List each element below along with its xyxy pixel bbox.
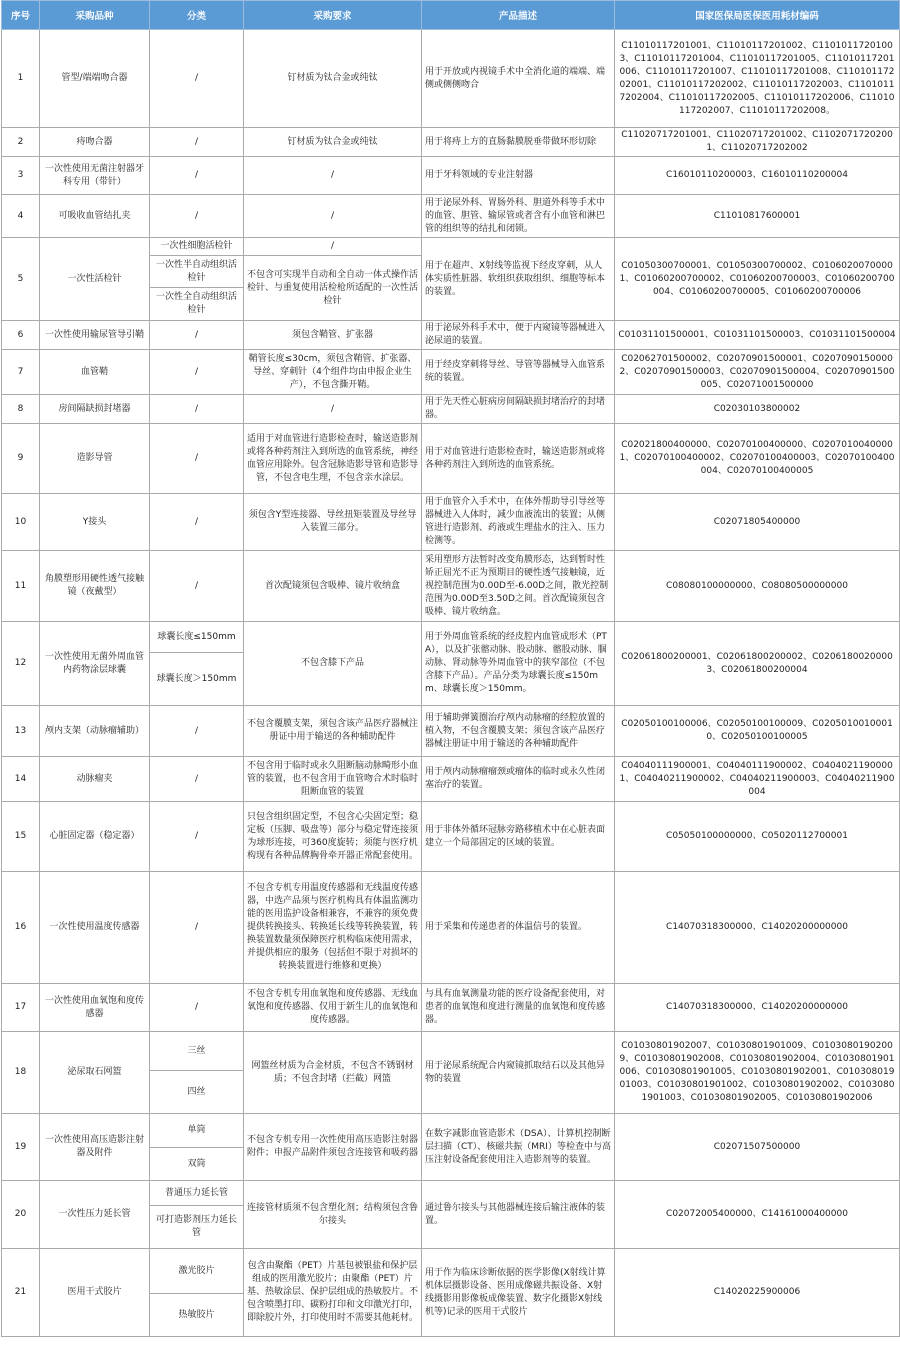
category-cell: / bbox=[150, 321, 244, 350]
code-cell: C08080100000000、C08080500000000 bbox=[615, 551, 900, 622]
requirement-cell: 不包含用于临时或永久阻断脑动脉畸形小血管的装置，也不包含用于血管吻合术时临时阻断血管的装置 bbox=[244, 757, 422, 802]
description-cell: 通过鲁尔接头与其他器械连接后输注液体的装置。 bbox=[422, 1181, 615, 1249]
row-number: 16 bbox=[2, 872, 40, 984]
description-cell: 用于对血管进行造影检查时，输送造影剂或将各种药剂注入到所选的血管系统。 bbox=[422, 424, 615, 494]
table-row bbox=[2, 1181, 900, 1206]
table-row bbox=[2, 1249, 900, 1294]
description-cell: 用于经皮穿刺将导丝、导管等器械导入血管系统的装置。 bbox=[422, 350, 615, 395]
procurement-table bbox=[1, 0, 900, 1337]
requirement-cell: / bbox=[244, 238, 422, 256]
row-number: 6 bbox=[2, 321, 40, 350]
code-cell: C01050300700001、C01050300700002、C01060200700001、C01060200700002、C01060200700003、C01060200700004、C01060200700005、C01060200700006 bbox=[615, 238, 900, 321]
category-cell: / bbox=[150, 872, 244, 984]
category-cell: 三丝 bbox=[150, 1032, 244, 1071]
description-cell: 用于泌尿系统配合内窥镜抓取结石以及其他异物的装置 bbox=[422, 1032, 615, 1114]
category-cell: / bbox=[150, 757, 244, 802]
row-number: 14 bbox=[2, 757, 40, 802]
row-number: 12 bbox=[2, 622, 40, 706]
category-cell: / bbox=[150, 30, 244, 128]
code-cell: C11010117201001、C11010117201002、C11010117201003、C11010117201004、C11010117201005、C11010117201006、C11010117201007、C11010117201008、C11010117202001、C11010117202002、C11010117202003、C11010117202004、C11010117202005、C11010117202006、C11010117202007、C11010117202008。 bbox=[615, 30, 900, 128]
category-cell: / bbox=[150, 706, 244, 757]
header-item: 采购品种 bbox=[40, 1, 150, 30]
code-cell: C04040111900001、C04040111900002、C04040211900001、C04040211900002、C04040211900003、C04040211900004 bbox=[615, 757, 900, 802]
requirement-cell: 不包含覆膜支架，须包含该产品医疗器械注册证中用于输送的各种辅助配件 bbox=[244, 706, 422, 757]
row-number: 2 bbox=[2, 128, 40, 157]
row-number: 7 bbox=[2, 350, 40, 395]
description-cell: 用于将痔上方的直肠黏膜脱垂带做环形切除 bbox=[422, 128, 615, 157]
description-cell: 采用塑形方法暂时改变角膜形态，达到暂时性矫正屈光不正为预期目的硬性透气接触镜，近视控制范围为0.00D至-6.00D之间，散光控制范围为0.00D至3.50D之间。首次配镜须包含吸棒、镜片收纳盒。 bbox=[422, 551, 615, 622]
item-name: 管型/端端吻合器 bbox=[40, 30, 150, 128]
table-row bbox=[2, 1114, 900, 1148]
row-number: 9 bbox=[2, 424, 40, 494]
code-cell: C02071507500000 bbox=[615, 1114, 900, 1181]
row-number: 1 bbox=[2, 30, 40, 128]
table-row bbox=[2, 706, 900, 757]
code-cell: C05050100000000、C05020112700001 bbox=[615, 802, 900, 872]
requirement-cell: 钉材质为钛合金或纯钛 bbox=[244, 30, 422, 128]
item-name: 心脏固定器（稳定器） bbox=[40, 802, 150, 872]
code-cell: C14070318300000、C14020200000000 bbox=[615, 872, 900, 984]
code-cell: C02072005400000、C14161000400000 bbox=[615, 1181, 900, 1249]
table-body bbox=[2, 30, 900, 1337]
requirement-cell: 钉材质为钛合金或纯钛 bbox=[244, 128, 422, 157]
table-row bbox=[2, 872, 900, 984]
category-cell: / bbox=[150, 395, 244, 424]
row-number: 21 bbox=[2, 1249, 40, 1337]
requirement-cell: 不包含可实现半自动和全自动一体式操作活检针、与重复使用活检枪所适配的一次性活检针 bbox=[244, 256, 422, 321]
category-cell: 热敏胶片 bbox=[150, 1294, 244, 1337]
table-row bbox=[2, 551, 900, 622]
row-number: 19 bbox=[2, 1114, 40, 1181]
table-row bbox=[2, 350, 900, 395]
code-cell: C01031101500001、C01031101500003、C01031101500004 bbox=[615, 321, 900, 350]
row-number: 10 bbox=[2, 494, 40, 551]
category-cell: / bbox=[150, 802, 244, 872]
header-category: 分类 bbox=[150, 1, 244, 30]
code-cell: C02021800400000、C02070100400000、C02070100400001、C02070100400002、C02070100400003、C02070100400004、C02070100400005 bbox=[615, 424, 900, 494]
item-name: 造影导管 bbox=[40, 424, 150, 494]
category-cell: / bbox=[150, 157, 244, 195]
description-cell: 用于非体外循环冠脉旁路移植术中在心脏表面建立一个局部固定的区域的装置。 bbox=[422, 802, 615, 872]
item-name: 动脉瘤夹 bbox=[40, 757, 150, 802]
description-cell: 用于外周血管系统的经皮腔内血管成形术（PTA），以及扩张髂动脉、股动脉、髂股动脉、腘动脉、肾动脉等外周血管中的狭窄部位（不包含膝下产品）。产品分类为球囊长度≤150mm、球囊长度＞150mm。 bbox=[422, 622, 615, 706]
item-name: 一次性使用高压造影注射器及附件 bbox=[40, 1114, 150, 1181]
description-cell: 用于牙科领域的专业注射器 bbox=[422, 157, 615, 195]
item-name: 一次性使用无菌注射器牙科专用（带针） bbox=[40, 157, 150, 195]
header-no: 序号 bbox=[2, 1, 40, 30]
category-cell: / bbox=[150, 984, 244, 1032]
code-cell: C02030103800002 bbox=[615, 395, 900, 424]
table-row bbox=[2, 238, 900, 256]
table-row bbox=[2, 424, 900, 494]
table-row bbox=[2, 30, 900, 128]
item-name: 一次性活检针 bbox=[40, 238, 150, 321]
header-code: 国家医保局医保医用耗材编码 bbox=[615, 1, 900, 30]
table-row bbox=[2, 395, 900, 424]
description-cell: 用于采集和传递患者的体温信号的装置。 bbox=[422, 872, 615, 984]
category-cell: / bbox=[150, 551, 244, 622]
description-cell: 用于泌尿外科手术中，便于内窥镜等器械进入泌尿道的装置。 bbox=[422, 321, 615, 350]
code-cell: C02061800200001、C02061800200002、C02061800200003、C02061800200004 bbox=[615, 622, 900, 706]
code-cell: C16010110200003、C16010110200004 bbox=[615, 157, 900, 195]
description-cell: 用于颅内动脉瘤瘤颈或瘤体的临时或永久性闭塞治疗的装置。 bbox=[422, 757, 615, 802]
description-cell: 在数字减影血管造影术（DSA）、计算机控制断层扫描（CT）、核磁共振（MRI）等检查中与高压注射设备配套使用注入造影剂等的装置。 bbox=[422, 1114, 615, 1181]
requirement-cell: 网篮丝材质为合金材质，不包含不锈钢材质；不包含封堵（拦截）网篮 bbox=[244, 1032, 422, 1114]
description-cell: 用于作为临床诊断依据的医学影像(X射线计算机体层摄影设备、医用成像磁共振设备、X射线摄影用影像板成像装置、数字化摄影X射线机等)记录的医用干式胶片 bbox=[422, 1249, 615, 1337]
description-cell: 用于辅助弹簧圈治疗颅内动脉瘤的经腔放置的植入物，不包含覆膜支架；须包含该产品医疗器械注册证中用于输送的各种辅助配件 bbox=[422, 706, 615, 757]
code-cell: C02050100100006、C02050100100009、C02050100100010、C02050100100005 bbox=[615, 706, 900, 757]
row-number: 15 bbox=[2, 802, 40, 872]
header-description: 产品描述 bbox=[422, 1, 615, 30]
requirement-cell: 不包含膝下产品 bbox=[244, 622, 422, 706]
table-row bbox=[2, 757, 900, 802]
item-name: 泌尿取石网篮 bbox=[40, 1032, 150, 1114]
requirement-cell: / bbox=[244, 395, 422, 424]
table-row bbox=[2, 128, 900, 157]
description-cell: 用于血管介入手术中，在体外帮助导引导丝等器械进入人体时，减少血液流出的装置；从侧管进行造影剂、药液或生理盐水的注入、压力检测等。 bbox=[422, 494, 615, 551]
description-cell: 与具有血氧测量功能的医疗设备配套使用，对患者的血氧饱和度进行测量的血氧饱和度传感器。 bbox=[422, 984, 615, 1032]
item-name: 房间隔缺损封堵器 bbox=[40, 395, 150, 424]
category-cell: 球囊长度≤150mm bbox=[150, 622, 244, 653]
row-number: 8 bbox=[2, 395, 40, 424]
description-cell: 用于在超声、X射线等监视下经皮穿刺，从人体实质性脏器、软组织获取组织、细胞等标本的装置。 bbox=[422, 238, 615, 321]
code-cell: C02071805400000 bbox=[615, 494, 900, 551]
item-name: 一次性使用无菌外周血管内药物涂层球囊 bbox=[40, 622, 150, 706]
code-cell: C11020717201001、C11020717201002、C11020717202001、C11020717202002 bbox=[615, 128, 900, 157]
table-header-row bbox=[2, 1, 900, 30]
category-cell: 一次性全自动组织活检针 bbox=[150, 288, 244, 321]
item-name: 血管鞘 bbox=[40, 350, 150, 395]
category-cell: / bbox=[150, 424, 244, 494]
table-row bbox=[2, 494, 900, 551]
category-cell: 单筒 bbox=[150, 1114, 244, 1148]
category-cell: 双筒 bbox=[150, 1148, 244, 1181]
item-name: 一次性使用血氧饱和度传感器 bbox=[40, 984, 150, 1032]
table-row bbox=[2, 195, 900, 238]
table-row bbox=[2, 622, 900, 653]
item-name: Y接头 bbox=[40, 494, 150, 551]
category-cell: / bbox=[150, 128, 244, 157]
category-cell: 球囊长度＞150mm bbox=[150, 653, 244, 706]
row-number: 5 bbox=[2, 238, 40, 321]
requirement-cell: / bbox=[244, 195, 422, 238]
requirement-cell: 包含由聚酯（PET）片基包被银盐和保护层组成的医用激光胶片；由聚酯（PET）片基、热敏涂层、保护层组成的热敏胶片。不包含喷墨打印、碳粉打印和文印激光打印，即除胶片外，打印使用时不需要其他耗材。 bbox=[244, 1249, 422, 1337]
row-number: 11 bbox=[2, 551, 40, 622]
requirement-cell: 不包含专机专用血氧饱和度传感器、无线血氧饱和度传感器、仅用于新生儿的血氧饱和度传感器。 bbox=[244, 984, 422, 1032]
category-cell: 普通压力延长管 bbox=[150, 1181, 244, 1206]
code-cell: C02062701500002、C02070901500001、C02070901500002、C02070901500003、C02070901500004、C02070901500005、C02071001500000 bbox=[615, 350, 900, 395]
category-cell: 一次性半自动组织活检针 bbox=[150, 256, 244, 288]
requirement-cell: 适用于对血管进行造影检查时，输送造影剂或将各种药剂注入到所选的血管系统，神经血管应用除外。包含冠脉造影导管和造影导管，不包含电生理，不包含亲水涂层。 bbox=[244, 424, 422, 494]
requirement-cell: 连接管材质须不包含塑化剂；结构须包含鲁尔接头 bbox=[244, 1181, 422, 1249]
requirement-cell: 须包含鞘管、扩张器 bbox=[244, 321, 422, 350]
item-name: 角膜塑形用硬性透气接触镜（夜戴型） bbox=[40, 551, 150, 622]
row-number: 3 bbox=[2, 157, 40, 195]
requirement-cell: 不包含专机专用一次性使用高压造影注射器附件；申报产品附件须包含连接管和吸药器 bbox=[244, 1114, 422, 1181]
description-cell: 用于泌尿外科、胃肠外科、胆道外科等手术中的血管、胆管、输尿管或者含有小血管和淋巴管的组织等的结扎和闭锁。 bbox=[422, 195, 615, 238]
row-number: 18 bbox=[2, 1032, 40, 1114]
requirement-cell: 只包含组织固定型，不包含心尖固定型；稳定板（压脚、吸盘等）部分与稳定臂连接须为球形连接，可360度旋转；须能与医疗机构现有各种品牌胸骨牵开器正常配套使用。 bbox=[244, 802, 422, 872]
category-cell: / bbox=[150, 350, 244, 395]
requirement-cell: 首次配镜须包含吸棒、镜片收纳盒 bbox=[244, 551, 422, 622]
row-number: 4 bbox=[2, 195, 40, 238]
row-number: 20 bbox=[2, 1181, 40, 1249]
item-name: 医用干式胶片 bbox=[40, 1249, 150, 1337]
table-row bbox=[2, 984, 900, 1032]
requirement-cell: / bbox=[244, 157, 422, 195]
row-number: 17 bbox=[2, 984, 40, 1032]
table-row bbox=[2, 157, 900, 195]
category-cell: / bbox=[150, 195, 244, 238]
code-cell: C01030801902007、C01030801901009、C01030801902009、C01030801902008、C01030801902004、C01030801901006、C01030801901005、C01030801902001、C01030801901003、C01030801901002、C01030801902002、C01030801901003、C01030801902005、C01030801902006 bbox=[615, 1032, 900, 1114]
description-cell: 用于先天性心脏病房间隔缺损封堵治疗的封堵器。 bbox=[422, 395, 615, 424]
requirement-cell: 不包含专机专用温度传感器和无线温度传感器，中选产品须与医疗机构具有体温监测功能的医用监护设备相兼容，不兼容的须免费提供转换接头、转换延长线等转换装置，转换装置数量须保障医疗机构临床使用需求，并提供相应的服务（包括但不限于对损坏的转换装置进行维修和更换） bbox=[244, 872, 422, 984]
item-name: 一次性压力延长管 bbox=[40, 1181, 150, 1249]
code-cell: C14070318300000、C14020200000000 bbox=[615, 984, 900, 1032]
description-cell: 用于开放或内视镜手术中全消化道的端端、端侧或侧侧吻合 bbox=[422, 30, 615, 128]
requirement-cell: 鞘管长度≤30cm，须包含鞘管、扩张器、导丝、穿刺针（4个组件均由申报企业生产），不包含撕开鞘。 bbox=[244, 350, 422, 395]
code-cell: C14020225900006 bbox=[615, 1249, 900, 1337]
table-row bbox=[2, 321, 900, 350]
category-cell: 可打造影剂压力延长管 bbox=[150, 1206, 244, 1249]
table-row bbox=[2, 1032, 900, 1071]
header-requirement: 采购要求 bbox=[244, 1, 422, 30]
category-cell: / bbox=[150, 494, 244, 551]
requirement-cell: 须包含Y型连接器、导丝扭矩装置及导丝导入装置三部分。 bbox=[244, 494, 422, 551]
row-number: 13 bbox=[2, 706, 40, 757]
category-cell: 四丝 bbox=[150, 1071, 244, 1114]
item-name: 一次性使用输尿管导引鞘 bbox=[40, 321, 150, 350]
table-row bbox=[2, 802, 900, 872]
code-cell: C11010817600001 bbox=[615, 195, 900, 238]
item-name: 痔吻合器 bbox=[40, 128, 150, 157]
item-name: 一次性使用温度传感器 bbox=[40, 872, 150, 984]
item-name: 可吸收血管结扎夹 bbox=[40, 195, 150, 238]
item-name: 颅内支架（动脉瘤辅助） bbox=[40, 706, 150, 757]
category-cell: 激光胶片 bbox=[150, 1249, 244, 1294]
category-cell: 一次性细胞活检针 bbox=[150, 238, 244, 256]
